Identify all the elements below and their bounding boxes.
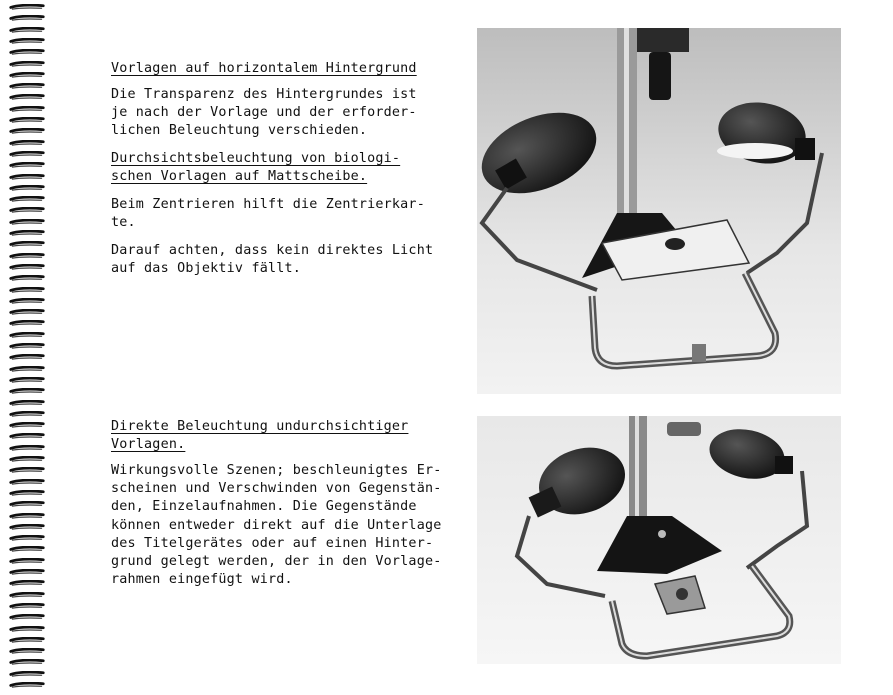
binding-coil [6, 332, 48, 338]
binding-coil [6, 580, 48, 586]
section2-body: Wirkungsvolle Szenen; beschleunigtes Er- scheinen und Verschwinden von Gegenstän- den, Einzelaufnahmen. Die Gegenstände können entweder direkt auf die Unterlage des Titelgerätes oder auf einen Hinter- grund gelegt werden, der in den Vorlage- rahmen eingefügt wird. [111, 463, 442, 588]
section2-heading: Direkte Beleuchtung undurchsichtiger Vorlagen. [111, 419, 409, 453]
binding-coil [6, 569, 48, 575]
binding-coil [6, 501, 48, 507]
binding-coil [6, 219, 48, 225]
binding-coil [6, 309, 48, 315]
binding-coil [6, 196, 48, 202]
binding-coil [6, 626, 48, 632]
section1-note-centering: Beim Zentrieren hilft die Zentrierkar- te. [111, 197, 425, 231]
binding-coil [6, 230, 48, 236]
binding-coil [6, 400, 48, 406]
binding-coil [6, 467, 48, 473]
binding-coil [6, 185, 48, 191]
binding-coil [6, 366, 48, 372]
binding-coil [6, 151, 48, 157]
binding-coil [6, 637, 48, 643]
spiral-binding [0, 0, 52, 695]
binding-coil [6, 648, 48, 654]
binding-coil [6, 513, 48, 519]
binding-coil [6, 4, 48, 10]
section1-heading: Vorlagen auf horizontalem Hintergrund [111, 61, 417, 76]
binding-coil [6, 422, 48, 428]
binding-coil [6, 592, 48, 598]
binding-coil [6, 659, 48, 665]
binding-coil [6, 287, 48, 293]
binding-coil [6, 445, 48, 451]
binding-coil [6, 479, 48, 485]
binding-coil [6, 298, 48, 304]
section1-note-light: Darauf achten, dass kein direktes Licht auf das Objektiv fällt. [111, 243, 434, 277]
binding-coil [6, 682, 48, 688]
binding-coil [6, 377, 48, 383]
section1-subheading: Durchsichtsbeleuchtung von biologi- schen Vorlagen auf Mattscheibe. [111, 151, 401, 185]
binding-coil [6, 456, 48, 462]
binding-coil [6, 162, 48, 168]
binding-coil [6, 241, 48, 247]
binding-coil [6, 253, 48, 259]
binding-coil [6, 671, 48, 677]
binding-coil [6, 535, 48, 541]
binding-coil [6, 614, 48, 620]
binding-coil [6, 411, 48, 417]
photo-transmitted-light-stand [477, 28, 841, 394]
binding-coil [6, 117, 48, 123]
binding-coil [6, 174, 48, 180]
binding-coil [6, 140, 48, 146]
binding-coil [6, 343, 48, 349]
binding-coil [6, 603, 48, 609]
binding-coil [6, 558, 48, 564]
binding-coil [6, 264, 48, 270]
binding-coil [6, 354, 48, 360]
binding-coil [6, 72, 48, 78]
binding-coil [6, 83, 48, 89]
binding-coil [6, 490, 48, 496]
photo-direct-light-stand [477, 416, 841, 664]
binding-coil [6, 94, 48, 100]
binding-coil [6, 27, 48, 33]
binding-coil [6, 207, 48, 213]
binding-coil [6, 61, 48, 67]
binding-coil [6, 320, 48, 326]
section1-body: Die Transparenz des Hintergrundes ist je nach der Vorlage und der erforder- lichen Beleuchtung verschieden. [111, 87, 417, 139]
binding-coil [6, 49, 48, 55]
binding-coil [6, 106, 48, 112]
binding-coil [6, 15, 48, 21]
binding-coil [6, 546, 48, 552]
binding-coil [6, 38, 48, 44]
binding-coil [6, 128, 48, 134]
binding-coil [6, 524, 48, 530]
binding-coil [6, 275, 48, 281]
binding-coil [6, 388, 48, 394]
binding-coil [6, 433, 48, 439]
